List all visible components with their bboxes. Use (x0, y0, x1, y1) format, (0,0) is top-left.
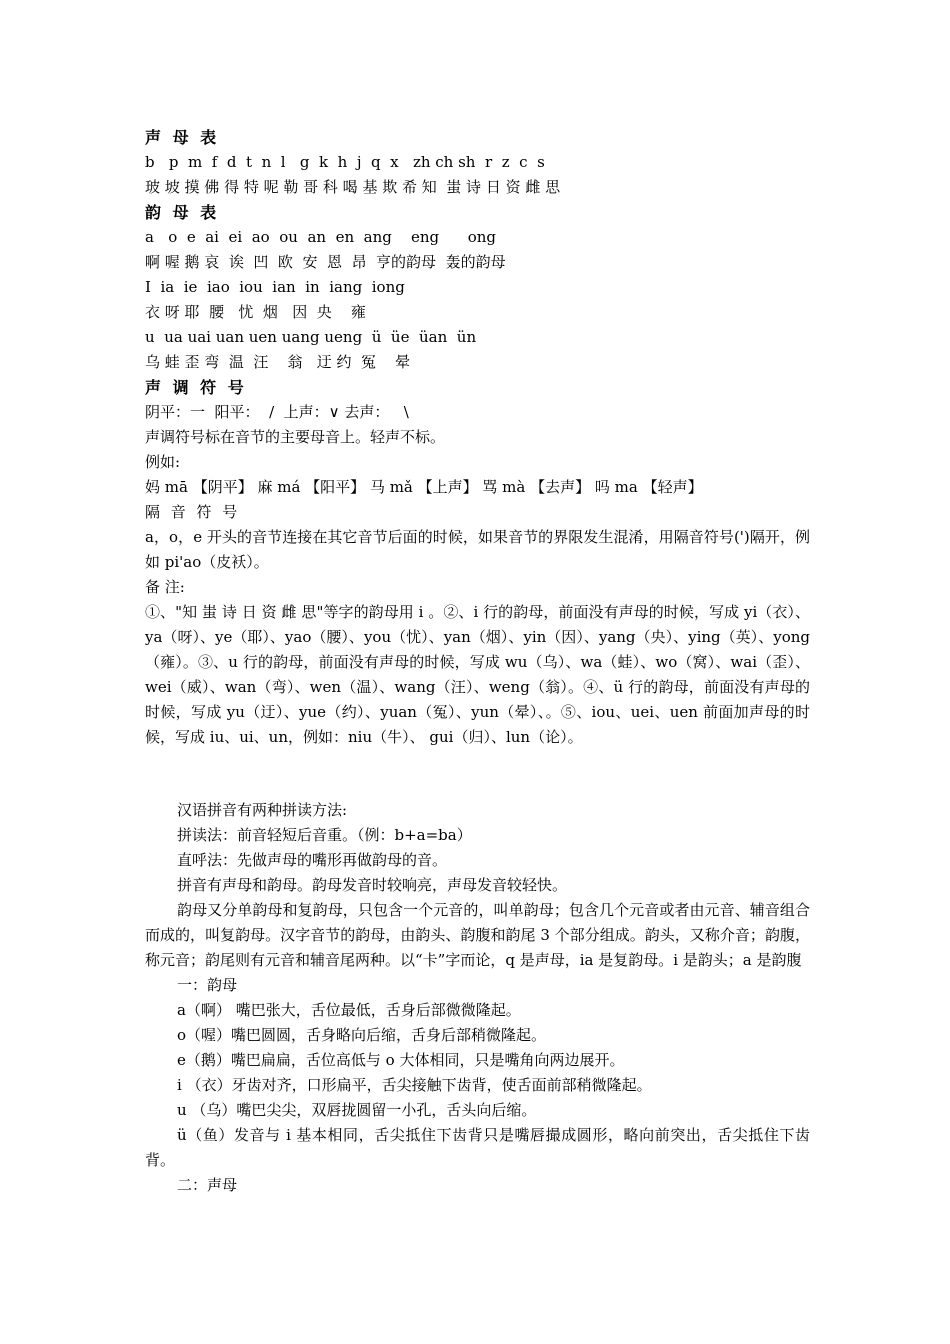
yunmu-explanation: 韵母又分单韵母和复韵母，只包含一个元音的，叫单韵母；包含几个元音或者由元音、辅音组合而成的，叫复韵母。汉字音节的韵母，由韵头、韵腹和韵尾 3 个部分组成。韵头，又称介音；韵腹，称元音；韵尾则有元音和辅音尾两种。以“卡”字而论，q 是声母，ia 是复韵母。i 是韵头；a 是韵腹 (145, 901, 810, 969)
reading-methods-section (145, 798, 810, 1198)
example-line: 妈 mā 【阴平】 麻 má 【阳平】 马 mǎ 【上声】 骂 mà 【去声】 吗 ma 【轻声】 (145, 478, 703, 496)
tone-marks: 阴平：一 阳平： / 上声：∨ 去声： \ (145, 403, 409, 421)
method-pindu: 拼读法：前音轻短后音重。（例：b+a=ba） (177, 826, 472, 844)
example-label: 例如: (145, 453, 181, 471)
yunmu-heading: 韵 母 表 (145, 203, 220, 222)
vowel-v: ü（鱼）发音与 i 基本相同，舌尖抵住下齿背只是嘴唇撮成圆形，略向前突出，舌尖抵住下齿背。 (145, 1126, 810, 1169)
tone-rule: 声调符号标在音节的主要母音上。轻声不标。 (145, 428, 446, 446)
shengmu-heading: 声 母 表 (145, 128, 220, 147)
vowel-e: e（鹅）嘴巴扁扁，舌位高低与 o 大体相同，只是嘴角向两边展开。 (177, 1051, 625, 1069)
notes-text: ①、"知 蚩 诗 日 资 雌 思"等字的韵母用 i 。②、i 行的韵母，前面没有声母的时候，写成 yi（衣）、ya（呀）、ye（耶）、yao（腰）、you（忧）、yan（烟）、yin（因）、yang（央）、ying（英）、yong（雍）。③、u 行的韵母，前面没有声母的时候，写成 wu（乌）、wa（蛙）、wo（窝）、wai（歪）、wei（威）、wan（弯）、wen（温）、wang（汪）、weng（翁）。④、ü 行的韵母，前面没有声母的时候，写成 yu（迂）、yue（约）、yuan（冤）、yun（晕）、。⑤、iou、uei、uen 前面加声母的时候，写成 iu、ui、un，例如：niu（牛）、 gui（归）、lun（论）。 (145, 603, 810, 746)
pinyin-table-section (145, 125, 810, 750)
part2-title: 二：声母 (177, 1176, 238, 1194)
intro-line: 汉语拼音有两种拼读方法: (177, 801, 348, 819)
part1-title: 一：韵母 (177, 976, 238, 994)
shengmu-chars: 玻 坡 摸 佛 得 特 呢 勒 哥 科 喝 基 欺 希 知 蚩 诗 日 资 雌 思 (145, 178, 561, 196)
yunmu-row3-letters: u ua uai uan uen uang ueng ü üe üan ün (145, 328, 477, 346)
vowel-i: i （衣）牙齿对齐，口形扁平，舌尖接触下齿背，使舌面前部稍微隆起。 (177, 1076, 652, 1094)
vowel-o: o（喔）嘴巴圆圆，舌身略向后缩，舌身后部稍微隆起。 (177, 1026, 547, 1044)
notes-label: 备 注: (145, 578, 185, 596)
shengmu-letters: b p m f d t n l g k h j q x zh ch sh r z c s (145, 153, 545, 171)
vowel-a: a（啊） 嘴巴张大，舌位最低，舌身后部微微隆起。 (177, 1001, 521, 1019)
yunmu-row2-chars: 衣 呀 耶 腰 忧 烟 因 央 雍 (145, 303, 366, 321)
yunmu-row3-chars: 乌 蛙 歪 弯 温 汪 翁 迂 约 冤 晕 (145, 353, 411, 371)
tone-heading: 声 调 符 号 (145, 378, 247, 397)
separator-text: a，o，e 开头的音节连接在其它音节后面的时候，如果音节的界限发生混淆，用隔音符号(')隔开，例如 pi'ao（皮袄）。 (145, 528, 810, 571)
yunmu-row1-letters: a o e ai ei ao ou an en ang eng ong (145, 228, 496, 246)
yunmu-row1-chars: 啊 喔 鹅 哀 诶 凹 欧 安 恩 昂 亨的韵母 轰的韵母 (145, 253, 506, 271)
yunmu-row2-letters: I ia ie iao iou ian in iang iong (145, 278, 405, 296)
vowel-u: u （乌）嘴巴尖尖，双唇拢圆留一小孔，舌头向后缩。 (177, 1101, 537, 1119)
overview-line: 拼音有声母和韵母。韵母发音时较响亮，声母发音较轻快。 (177, 876, 568, 894)
separator-heading: 隔 音 符 号 (145, 503, 241, 521)
method-zhihu: 直呼法：先做声母的嘴形再做韵母的音。 (177, 851, 448, 869)
